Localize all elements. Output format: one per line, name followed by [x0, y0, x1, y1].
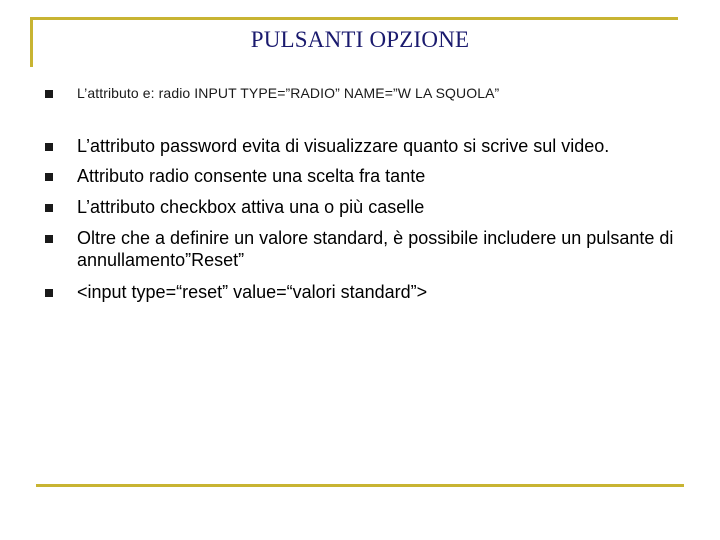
bullet-text: <input type=“reset” value=“valori standard”> [77, 282, 428, 302]
bullet-text: L’attributo e: radio INPUT TYPE=”RADIO” NAME=”W LA SQUOLA” [77, 85, 500, 101]
bullet-text: Oltre che a definire un valore standard, è possibile includere un pulsante di annullamento”Reset” [77, 228, 674, 270]
square-bullet-icon [45, 173, 53, 181]
square-bullet-icon [45, 235, 53, 243]
square-bullet-icon [45, 289, 53, 297]
square-bullet-icon [45, 143, 53, 151]
bullet-text: Attributo radio consente una scelta fra tante [77, 166, 426, 186]
frame-top-border [30, 17, 678, 20]
bullet-text: L’attributo password evita di visualizzare quanto si scrive sul video. [77, 136, 610, 156]
square-bullet-icon [45, 204, 53, 212]
square-bullet-icon [45, 90, 53, 98]
slide-title: PULSANTI OPZIONE [250, 27, 470, 52]
bullet-text: L’attributo checkbox attiva una o più caselle [77, 197, 425, 217]
frame-bottom-border [36, 484, 684, 487]
